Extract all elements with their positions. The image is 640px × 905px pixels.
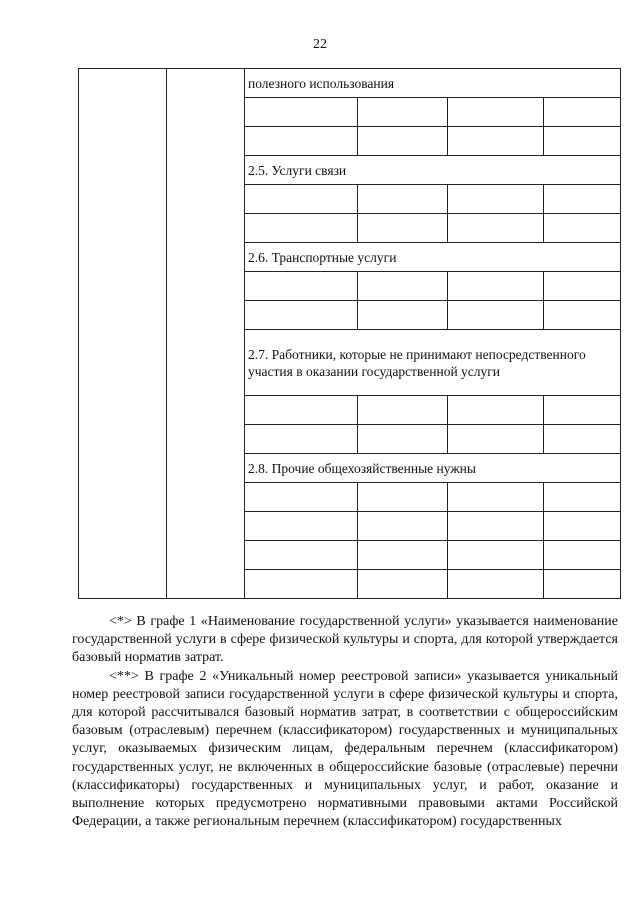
table-cell bbox=[245, 483, 358, 512]
table-cell bbox=[358, 185, 448, 214]
table-cell bbox=[448, 512, 544, 541]
footnote-1: <*> В графе 1 «Наименование государственной услуги» указывается наименование государственной услуги в сфере физической культуры и спорта, для которой утверждается базовый норматив затрат. bbox=[72, 614, 618, 666]
table-cell bbox=[358, 127, 448, 156]
table-cell bbox=[245, 425, 358, 454]
section-heading-2-8: 2.8. Прочие общехозяйственные нужны bbox=[245, 454, 621, 483]
table-cell bbox=[358, 214, 448, 243]
table-cell-service-name bbox=[79, 69, 167, 599]
table-cell bbox=[245, 272, 358, 301]
page-number: 22 bbox=[313, 37, 327, 52]
table-cell bbox=[245, 98, 358, 127]
table-cell bbox=[544, 272, 621, 301]
table-cell bbox=[544, 541, 621, 570]
table-cell bbox=[448, 396, 544, 425]
table-cell bbox=[544, 570, 621, 599]
table-cell bbox=[245, 301, 358, 330]
table-cell bbox=[358, 272, 448, 301]
table-cell bbox=[544, 396, 621, 425]
table-cell bbox=[358, 541, 448, 570]
table-cell bbox=[544, 127, 621, 156]
table-cell bbox=[358, 396, 448, 425]
table-cell bbox=[245, 541, 358, 570]
table-cell bbox=[448, 185, 544, 214]
table-cell bbox=[245, 396, 358, 425]
table-cell bbox=[245, 214, 358, 243]
table-row bbox=[79, 69, 621, 98]
section-heading-2-7: 2.7. Работники, которые не принимают непосредственного участия в оказании государственной услуги bbox=[245, 330, 621, 396]
table-cell bbox=[358, 425, 448, 454]
footnotes bbox=[72, 613, 618, 831]
table-cell bbox=[544, 301, 621, 330]
table-cell bbox=[245, 127, 358, 156]
table-cell bbox=[448, 483, 544, 512]
table-cell bbox=[358, 512, 448, 541]
table-cell bbox=[358, 483, 448, 512]
table-cell bbox=[448, 301, 544, 330]
table-cell bbox=[544, 425, 621, 454]
table-cell bbox=[448, 214, 544, 243]
table-cell bbox=[448, 98, 544, 127]
section-heading-2-6: 2.6. Транспортные услуги bbox=[245, 243, 621, 272]
table-cell bbox=[245, 185, 358, 214]
table-cell bbox=[358, 301, 448, 330]
table-cell bbox=[448, 425, 544, 454]
table-cell bbox=[448, 127, 544, 156]
cost-norm-table bbox=[78, 68, 621, 599]
table-cell bbox=[448, 272, 544, 301]
table-cell bbox=[448, 541, 544, 570]
table-cell bbox=[448, 570, 544, 599]
footnote-2: <**> В графе 2 «Уникальный номер реестровой записи» указывается уникальный номер реестровой записи государственной услуги в сфере физической культуры и спорта, для которой рассчитывался базовый норматив затрат, в соответствии с общероссийским базовым (отраслевым) перечнем (классификатором) государственных и муниципальных услуг, оказываемых физическим лицам, федеральным перечнем (классификатором) государственных услуг, не включенных в общероссийские базовые (отраслевые) перечни (классификаторы) государственных и муниципальных услуг, и работ, оказание и выполнение которых предусмотрено нормативными правовыми актами Российской Федерации, а также региональным перечнем (классификатором) государственных bbox=[72, 668, 618, 830]
row-label-useful-use: полезного использования bbox=[245, 69, 621, 98]
table-cell-registry-number bbox=[167, 69, 245, 599]
table-cell bbox=[544, 512, 621, 541]
table-cell bbox=[245, 570, 358, 599]
table-cell bbox=[544, 214, 621, 243]
table-cell bbox=[245, 512, 358, 541]
table-cell bbox=[544, 483, 621, 512]
table-cell bbox=[358, 98, 448, 127]
section-heading-2-5: 2.5. Услуги связи bbox=[245, 156, 621, 185]
table-cell bbox=[544, 98, 621, 127]
table-cell bbox=[544, 185, 621, 214]
table-cell bbox=[358, 570, 448, 599]
